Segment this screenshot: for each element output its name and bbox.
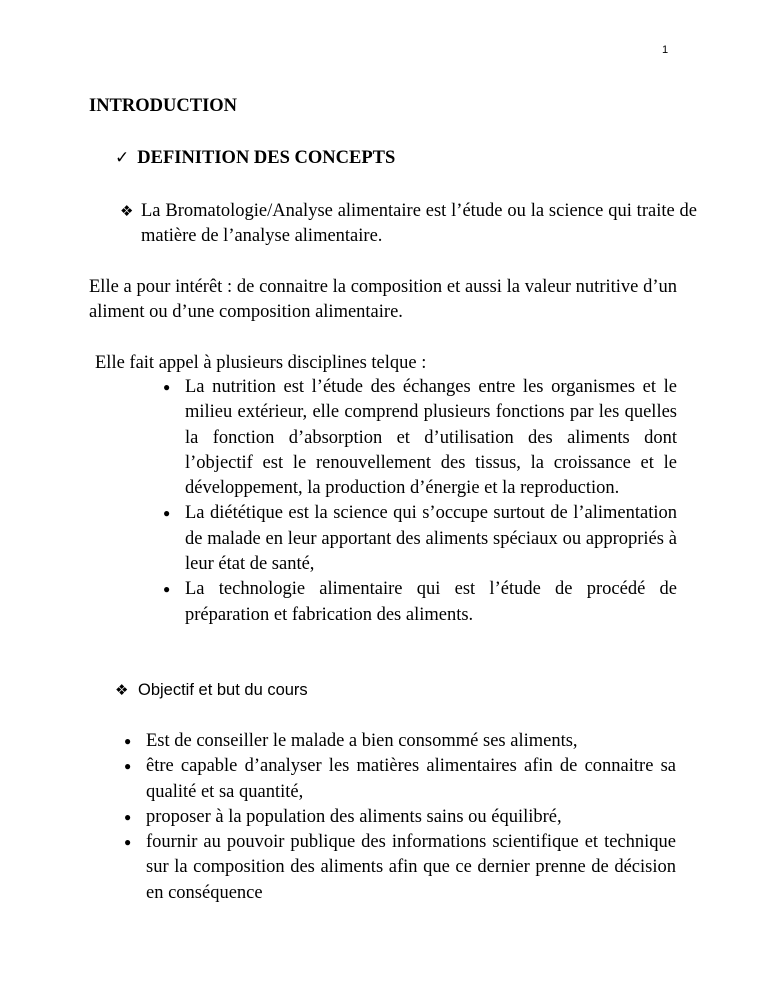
interet-paragraph: Elle a pour intérêt : de connaitre la composition et aussi la valeur nutritive d’un aliment ou d’une composition alimentaire.	[89, 277, 677, 323]
objectif-title	[115, 678, 308, 703]
list-item	[124, 729, 676, 754]
discipline-text: La nutrition est l’étude des échanges entre les organismes et le milieu extérieur, elle comprend plusieurs fonctions par les quelles la fonction d’absorption et d’utilisation des aliments dont l’objectif est le renouvellement des tissus, la croissance et le développement, la production d’énergie et la reproduction.	[185, 377, 677, 499]
check-icon: ✓	[115, 148, 130, 168]
bullet-icon: ●	[163, 380, 171, 394]
objectif-text: être capable d’analyser les matières alimentaires afin de connaitre sa qualité et sa quantité,	[146, 756, 676, 802]
objectif-text: Est de conseiller le malade a bien consommé ses aliments,	[146, 731, 578, 751]
section-title-text: DEFINITION DES CONCEPTS	[137, 148, 396, 168]
disciplines-list	[163, 375, 677, 628]
definition-text: La Bromatologie/Analyse alimentaire est l’étude ou la science qui traite de matière de l’analyse alimentaire.	[141, 201, 697, 247]
discipline-text: La diététique est la science qui s’occupe surtout de l’alimentation de malade en leur apportant des aliments spéciaux ou appropriés à leur état de santé,	[185, 503, 677, 575]
objectifs-list	[124, 729, 676, 906]
list-item	[163, 375, 677, 501]
diamond-icon: ❖	[120, 202, 134, 220]
diamond-icon: ❖	[115, 681, 129, 699]
bullet-icon: ●	[124, 835, 132, 850]
bullet-icon: ●	[124, 734, 132, 748]
list-item	[124, 805, 676, 830]
bullet-icon: ●	[124, 809, 132, 824]
page-heading: INTRODUCTION	[89, 96, 238, 116]
objectif-text: proposer à la population des aliments sains ou équilibré,	[146, 806, 562, 827]
objectif-text: fournir au pouvoir publique des informations scientifique et technique sur la composition des aliments afin que ce dernier prenne de décision en conséquence	[146, 832, 676, 903]
page-number: 1	[662, 44, 669, 56]
bullet-icon: ●	[163, 582, 171, 597]
bullet-icon: ●	[124, 759, 132, 774]
objectif-title-text: Objectif et but du cours	[138, 681, 308, 699]
list-item	[124, 830, 676, 906]
definition-paragraph	[120, 199, 697, 250]
disciplines-intro: Elle fait appel à plusieurs disciplines telque :	[95, 353, 427, 373]
list-item	[163, 577, 677, 628]
list-item	[163, 501, 677, 577]
discipline-text: La technologie alimentaire qui est l’étude de procédé de préparation et fabrication des aliments.	[185, 579, 677, 625]
section-title	[115, 148, 395, 169]
list-item	[124, 754, 676, 805]
bullet-icon: ●	[163, 506, 171, 521]
